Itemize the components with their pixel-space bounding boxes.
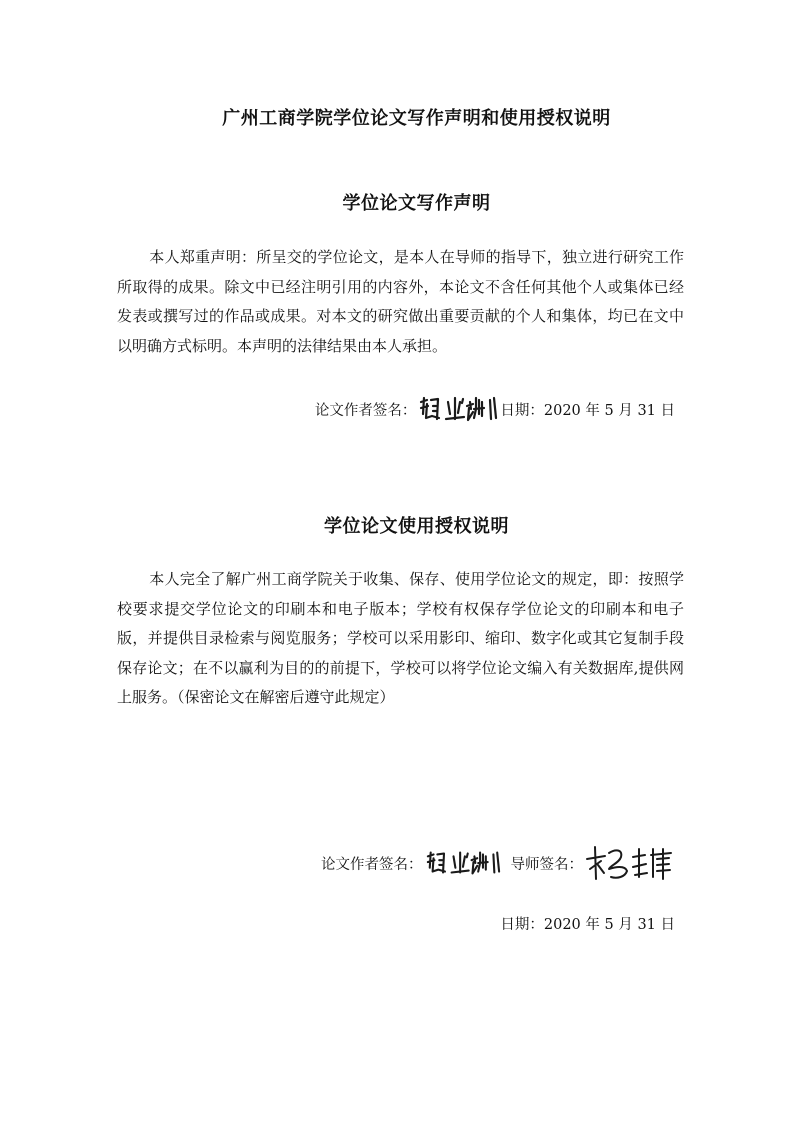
authorization-date-label: 日期： [500, 917, 544, 933]
declaration-body [117, 243, 684, 361]
declaration-date-value: 2020 年 5 月 31 日 [543, 402, 675, 419]
declaration-title: 学位论文写作声明 [342, 193, 491, 214]
author-signature-image [425, 848, 501, 878]
author-signature-label: 论文作者签名： [321, 856, 423, 873]
document-title: 广州工商学院学位论文写作声明和使用授权说明 [222, 108, 611, 129]
declaration-signature-line [315, 394, 675, 424]
author-signature-label: 论文作者签名： [314, 402, 417, 419]
authorization-text: 本人完全了解广州工商学院关于收集、保存、使用学位论文的规定，即：按照学校要求提交学位论文的印刷本和电子版本；学校有权保存学位论文的印刷本和电子版，并提供目录检索与阅览服务；学校可以采用影印、缩印、数字化或其它复制手段保存论文；在不以赢利为目的的前提下，学校可以将学位论文编入有关数据库,提供网上服务。（保密论文在解密后遵守此规定） [117, 570, 684, 706]
author-signature-image [418, 394, 498, 424]
authorization-date-line [500, 913, 675, 934]
declaration-date-label: 日期： [500, 402, 544, 419]
advisor-signature-image [585, 843, 673, 883]
authorization-title: 学位论文使用授权说明 [324, 516, 509, 537]
authorization-date-value: 2020 年 5 月 31 日 [543, 917, 675, 933]
advisor-signature-label: 导师签名： [510, 856, 583, 873]
authorization-signature-line [321, 843, 675, 883]
declaration-text: 本人郑重声明：所呈交的学位论文，是本人在导师的指导下，独立进行研究工作所取得的成果。除文中已经注明引用的内容外，本论文不含任何其他个人或集体已经发表或撰写过的作品或成果。对本文的研究做出重要贡献的个人和集体，均已在文中以明确方式标明。本声明的法律结果由本人承担。 [117, 248, 684, 355]
authorization-body [117, 565, 684, 713]
